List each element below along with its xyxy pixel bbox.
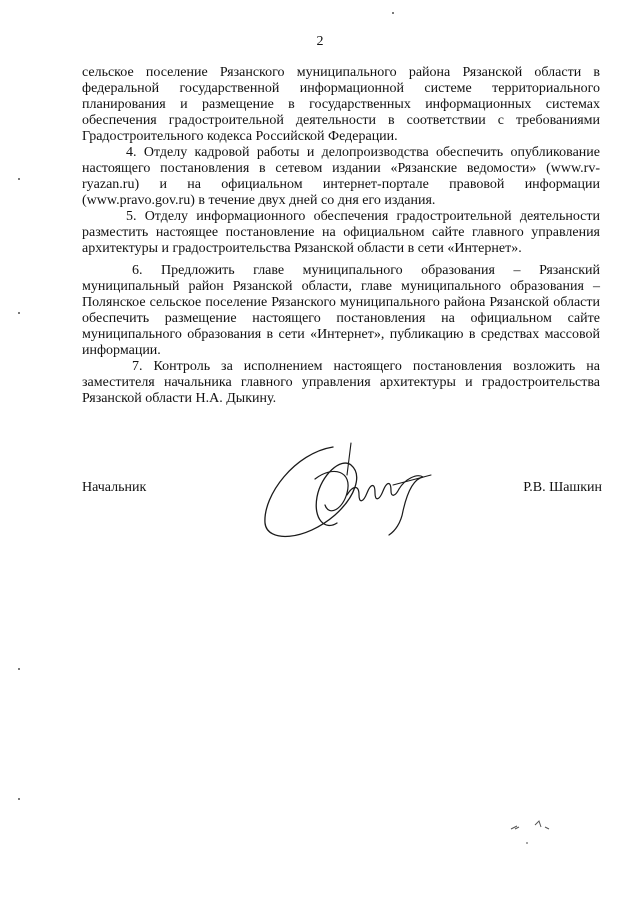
signer-title: Начальник xyxy=(82,480,147,495)
paragraph-7: 7. Контроль за исполнением настоящего постановления возложить на заместителя начальника главного управления архитектуры и градостроительства Рязанской области Н.А. Дыкину. xyxy=(82,359,600,406)
scan-mark xyxy=(18,178,20,180)
page-number: 2 xyxy=(316,34,324,49)
signer-name: Р.В. Шашкин xyxy=(523,480,602,495)
scan-specks xyxy=(505,815,565,855)
scan-mark xyxy=(392,12,394,14)
paragraph-5: 5. Отделу информационного обеспечения градостроительной деятельности разместить настоящее постановление на официальном сайте главного управления архитектуры и градостроительства Рязанской области в сети «Интернет». xyxy=(82,209,600,256)
scan-mark xyxy=(18,312,20,314)
paragraph-4: 4. Отделу кадровой работы и делопроизводства обеспечить опубликование настоящего постановления в сетевом издании «Рязанские ведомости» (www.rv-ryazan.ru) и на официальном интернет-портале правовой информации (www.pravo.gov.ru) в течение двух дней со дня его издания. xyxy=(82,145,600,208)
handwritten-signature xyxy=(255,435,435,550)
document-body xyxy=(82,65,600,407)
scan-mark xyxy=(18,668,20,670)
scan-mark xyxy=(18,798,20,800)
paragraph-3-continuation: сельское поселение Рязанского муниципального района Рязанской области в федеральной государственной информационной системе территориального планирования и размещение в государственных информационных системах обеспечения градостроительной деятельности в соответствии с требованиями Градостроительного кодекса Российской Федерации. xyxy=(82,65,600,144)
paragraph-6: 6. Предложить главе муниципального образования – Рязанский муниципальный район Рязанской области, главе муниципального образования – Полянское сельское поселение Рязанского муниципального района Рязанской области обеспечить размещение настоящего постановления на официальном сайте муниципального образования в сети «Интернет», публикацию в средствах массовой информации. xyxy=(82,263,600,358)
